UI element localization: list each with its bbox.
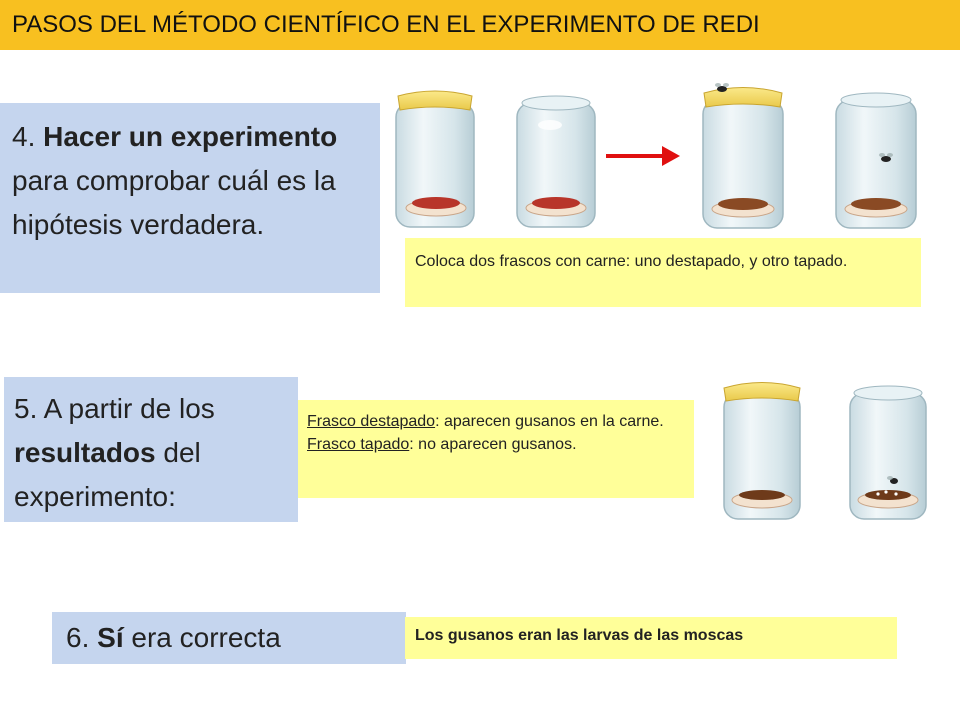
step-4-note: Coloca dos frascos con carne: uno destapado, y otro tapado. — [405, 238, 921, 307]
step-6-note: Los gusanos eran las larvas de las moscas — [405, 617, 897, 659]
uncovered-jar-label: Frasco destapado — [307, 413, 436, 430]
step-5-rest: del experimento: — [14, 437, 201, 512]
uncovered-jar-text: : aparecen gusanos en la carne. — [435, 413, 664, 430]
step-4-bold: Hacer un experimento — [43, 121, 338, 152]
result-covered-jar — [724, 383, 800, 520]
covered-jar-label: Frasco tapado — [307, 436, 410, 453]
step-6-rest: era correcta — [123, 622, 281, 653]
step-4-number: 4. — [12, 121, 36, 152]
open-jar-fresh-meat — [517, 96, 595, 227]
result-open-jar — [850, 386, 926, 519]
step-5-bold: resultados — [14, 437, 156, 468]
step-5-prefix: 5. A partir de los — [14, 393, 215, 424]
step-6-bold: Sí — [97, 622, 124, 653]
covered-jar-fly-outside — [703, 83, 783, 228]
step-4-rest: para comprobar cuál es la hipótesis verdadera. — [12, 165, 336, 240]
covered-jar-text: : no aparecen gusanos. — [409, 436, 577, 453]
open-jar-fly-inside — [836, 93, 916, 228]
page-title: PASOS DEL MÉTODO CIENTÍFICO EN EL EXPERIMENTO DE REDI — [0, 0, 960, 50]
arrow-right-icon — [606, 146, 680, 166]
step-6-number: 6. — [66, 622, 98, 653]
covered-jar-fresh-meat — [396, 91, 474, 227]
